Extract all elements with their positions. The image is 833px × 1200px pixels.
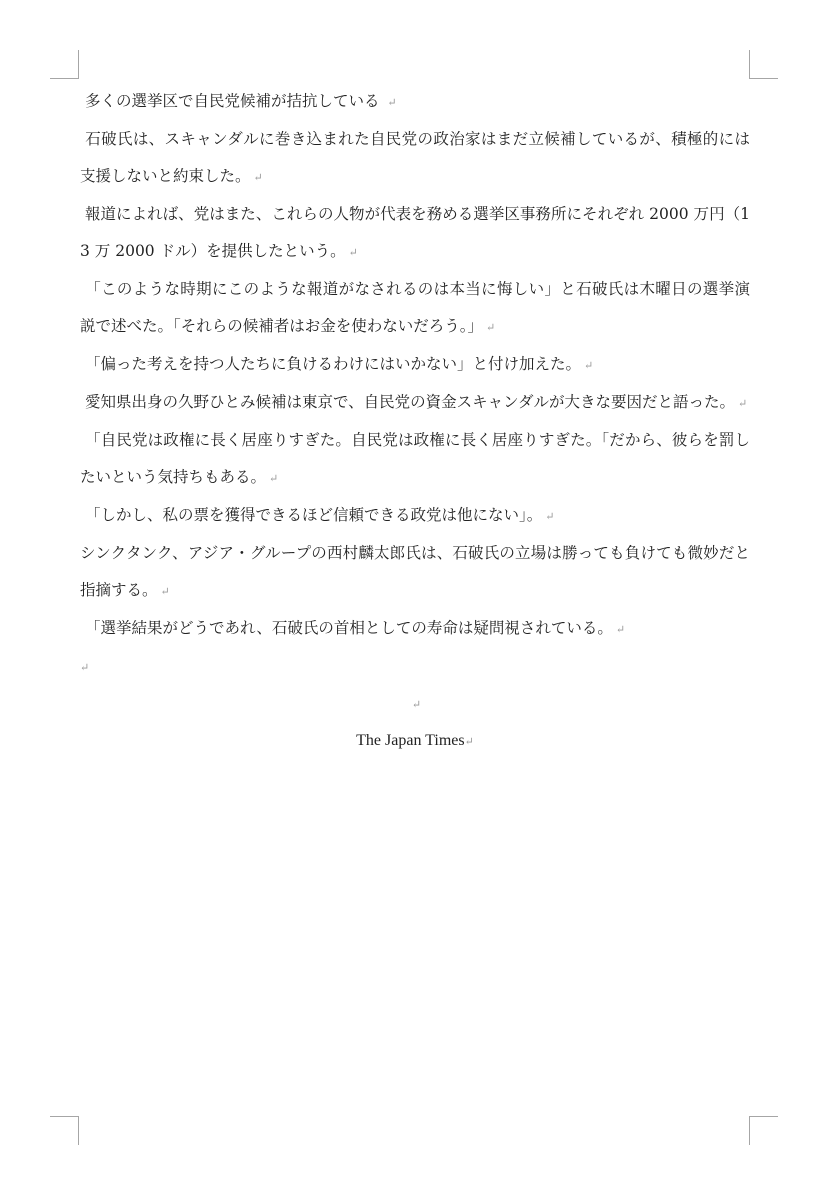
paragraph-text: 多くの選挙区で自民党候補が拮抗している — [80, 92, 385, 110]
paragraph — [80, 346, 750, 384]
paragraph-mark-icon: ↵ — [583, 359, 594, 372]
paragraph-mark-icon: ↵ — [738, 397, 748, 410]
paragraph-text: 石破氏は、スキャンダルに巻き込まれた自民党の政治家はまだ立候補しているが、積極的には支援しないと約束した。 — [80, 130, 750, 185]
paragraph — [80, 497, 750, 535]
paragraph — [80, 196, 750, 271]
paragraph-text: 「しかし、私の票を獲得できるほど信頼できる政党は他にない」。 — [80, 506, 543, 524]
paragraph-mark-icon: ↵ — [545, 510, 555, 523]
paragraph — [80, 121, 750, 196]
corner-mark-top-left — [50, 50, 79, 79]
paragraph-mark-icon: ↵ — [348, 246, 358, 259]
source-name: The Japan Times — [356, 732, 465, 749]
empty-paragraph — [80, 648, 750, 685]
corner-mark-bottom-left — [50, 1116, 79, 1145]
paragraph — [80, 610, 750, 648]
paragraph-mark-icon: ↵ — [253, 171, 263, 184]
paragraph-text: 愛知県出身の久野ひとみ候補は東京で、自民党の資金スキャンダルが大きな要因だと語った。 — [80, 393, 736, 411]
paragraph-mark-icon: ↵ — [615, 623, 626, 636]
document-body[interactable] — [80, 83, 750, 760]
paragraph-text: 報道によれば、党はまた、これらの人物が代表を務める選挙区事務所にそれぞれ 2000 万円（13 万 2000 ドル）を提供したという。 — [80, 205, 750, 260]
paragraph-text: 「自民党は政権に長く居座りすぎた。自民党は政権に長く居座りすぎた。「だから、彼らを罰したいという気持ちもある。 — [80, 431, 750, 486]
paragraph-text: シンクタンク、アジア・グループの西村麟太郎氏は、石破氏の立場は勝っても負けても微妙だと指摘する。 — [80, 544, 750, 599]
empty-paragraph — [80, 685, 750, 722]
paragraph-mark-icon: ↵ — [269, 472, 279, 485]
paragraph — [80, 535, 750, 610]
corner-mark-bottom-right — [749, 1116, 778, 1145]
paragraph-mark-icon: ↵ — [486, 321, 496, 334]
paragraph-mark-icon: ↵ — [411, 698, 422, 711]
paragraph — [80, 83, 750, 121]
paragraph-text: 「このような時期にこのような報道がなされるのは本当に悔しい」と石破氏は木曜日の選挙演説で述べた。「それらの候補者はお金を使わないだろう。」 — [80, 280, 750, 335]
paragraph-mark-icon: ↵ — [160, 585, 170, 598]
paragraph-mark-icon: ↵ — [387, 96, 397, 109]
paragraph-mark-icon: ↵ — [80, 661, 90, 674]
paragraph — [80, 384, 750, 422]
corner-mark-top-right — [749, 50, 778, 79]
source-credit — [80, 722, 750, 760]
paragraph-mark-icon: ↵ — [464, 735, 474, 748]
paragraph-text: 「偏った考えを持つ人たちに負けるわけにはいかない」と付け加えた。 — [80, 355, 581, 373]
paragraph-text: 「選挙結果がどうであれ、石破氏の首相としての寿命は疑問視されている。 — [80, 619, 613, 637]
paragraph — [80, 422, 750, 497]
paragraph — [80, 271, 750, 346]
